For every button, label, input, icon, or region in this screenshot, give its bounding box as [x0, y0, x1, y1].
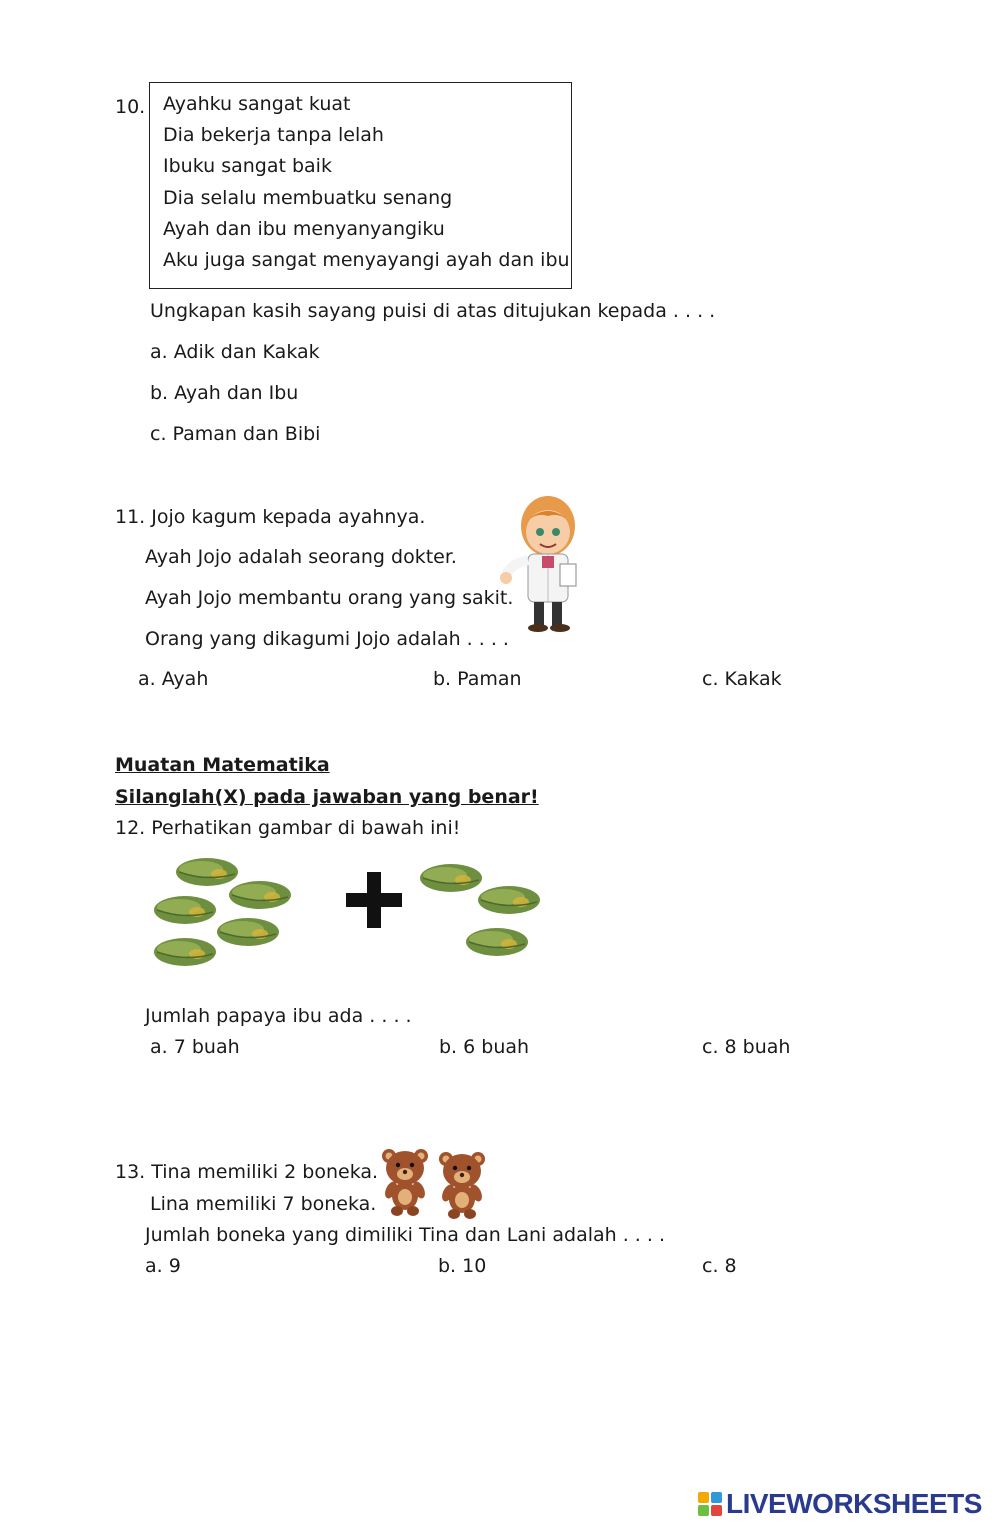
papaya-illustration	[145, 850, 555, 975]
section-instruction: Silanglah(X) pada jawaban yang benar!	[115, 786, 539, 808]
poem-line: Aku juga sangat menyayangi ayah dan ibu	[163, 249, 570, 271]
q13-option-b[interactable]: b. 10	[438, 1255, 487, 1277]
q13-line-1: 13. Tina memiliki 2 boneka.	[115, 1161, 379, 1183]
q11-line-3: Ayah Jojo membantu orang yang sakit.	[145, 587, 514, 609]
poem-line: Ayahku sangat kuat	[163, 93, 351, 115]
q11-option-c[interactable]: c. Kakak	[702, 668, 782, 690]
q13-line-2: Lina memiliki 7 boneka.	[150, 1193, 377, 1215]
q11-line-2: Ayah Jojo adalah seorang dokter.	[145, 546, 457, 568]
q12-option-c[interactable]: c. 8 buah	[702, 1036, 791, 1058]
q11-line-1: 11. Jojo kagum kepada ayahnya.	[115, 506, 426, 528]
q13-question: Jumlah boneka yang dimiliki Tina dan Lani adalah . . . .	[145, 1224, 665, 1246]
poem-line: Dia selalu membuatku senang	[163, 187, 453, 209]
q11-question: Orang yang dikagumi Jojo adalah . . . .	[145, 628, 509, 650]
q10-question: Ungkapan kasih sayang puisi di atas ditujukan kepada . . . .	[150, 300, 716, 322]
q10-option-a[interactable]: a. Adik dan Kakak	[150, 341, 320, 363]
q10-option-b[interactable]: b. Ayah dan Ibu	[150, 382, 299, 404]
liveworksheets-logo-icon	[697, 1491, 723, 1517]
liveworksheets-logo-text: LIVEWORKSHEETS	[726, 1488, 982, 1519]
q11-option-a[interactable]: a. Ayah	[138, 668, 209, 690]
doctor-illustration	[498, 494, 590, 636]
q10-number: 10.	[115, 96, 146, 118]
q12-question: Jumlah papaya ibu ada . . . .	[145, 1005, 412, 1027]
q13-option-a[interactable]: a. 9	[145, 1255, 181, 1277]
q12-option-b[interactable]: b. 6 buah	[439, 1036, 530, 1058]
teddy-bears-illustration	[378, 1145, 493, 1220]
liveworksheets-logo	[697, 1489, 982, 1519]
q10-option-c[interactable]: c. Paman dan Bibi	[150, 423, 321, 445]
poem-box	[149, 82, 572, 289]
q13-option-c[interactable]: c. 8	[702, 1255, 737, 1277]
q11-option-b[interactable]: b. Paman	[433, 668, 522, 690]
q12-prompt: 12. Perhatikan gambar di bawah ini!	[115, 817, 461, 839]
q12-option-a[interactable]: a. 7 buah	[150, 1036, 240, 1058]
poem-line: Ibuku sangat baik	[163, 155, 332, 177]
section-title: Muatan Matematika	[115, 754, 330, 776]
poem-line: Dia bekerja tanpa lelah	[163, 124, 384, 146]
poem-line: Ayah dan ibu menyanyangiku	[163, 218, 445, 240]
